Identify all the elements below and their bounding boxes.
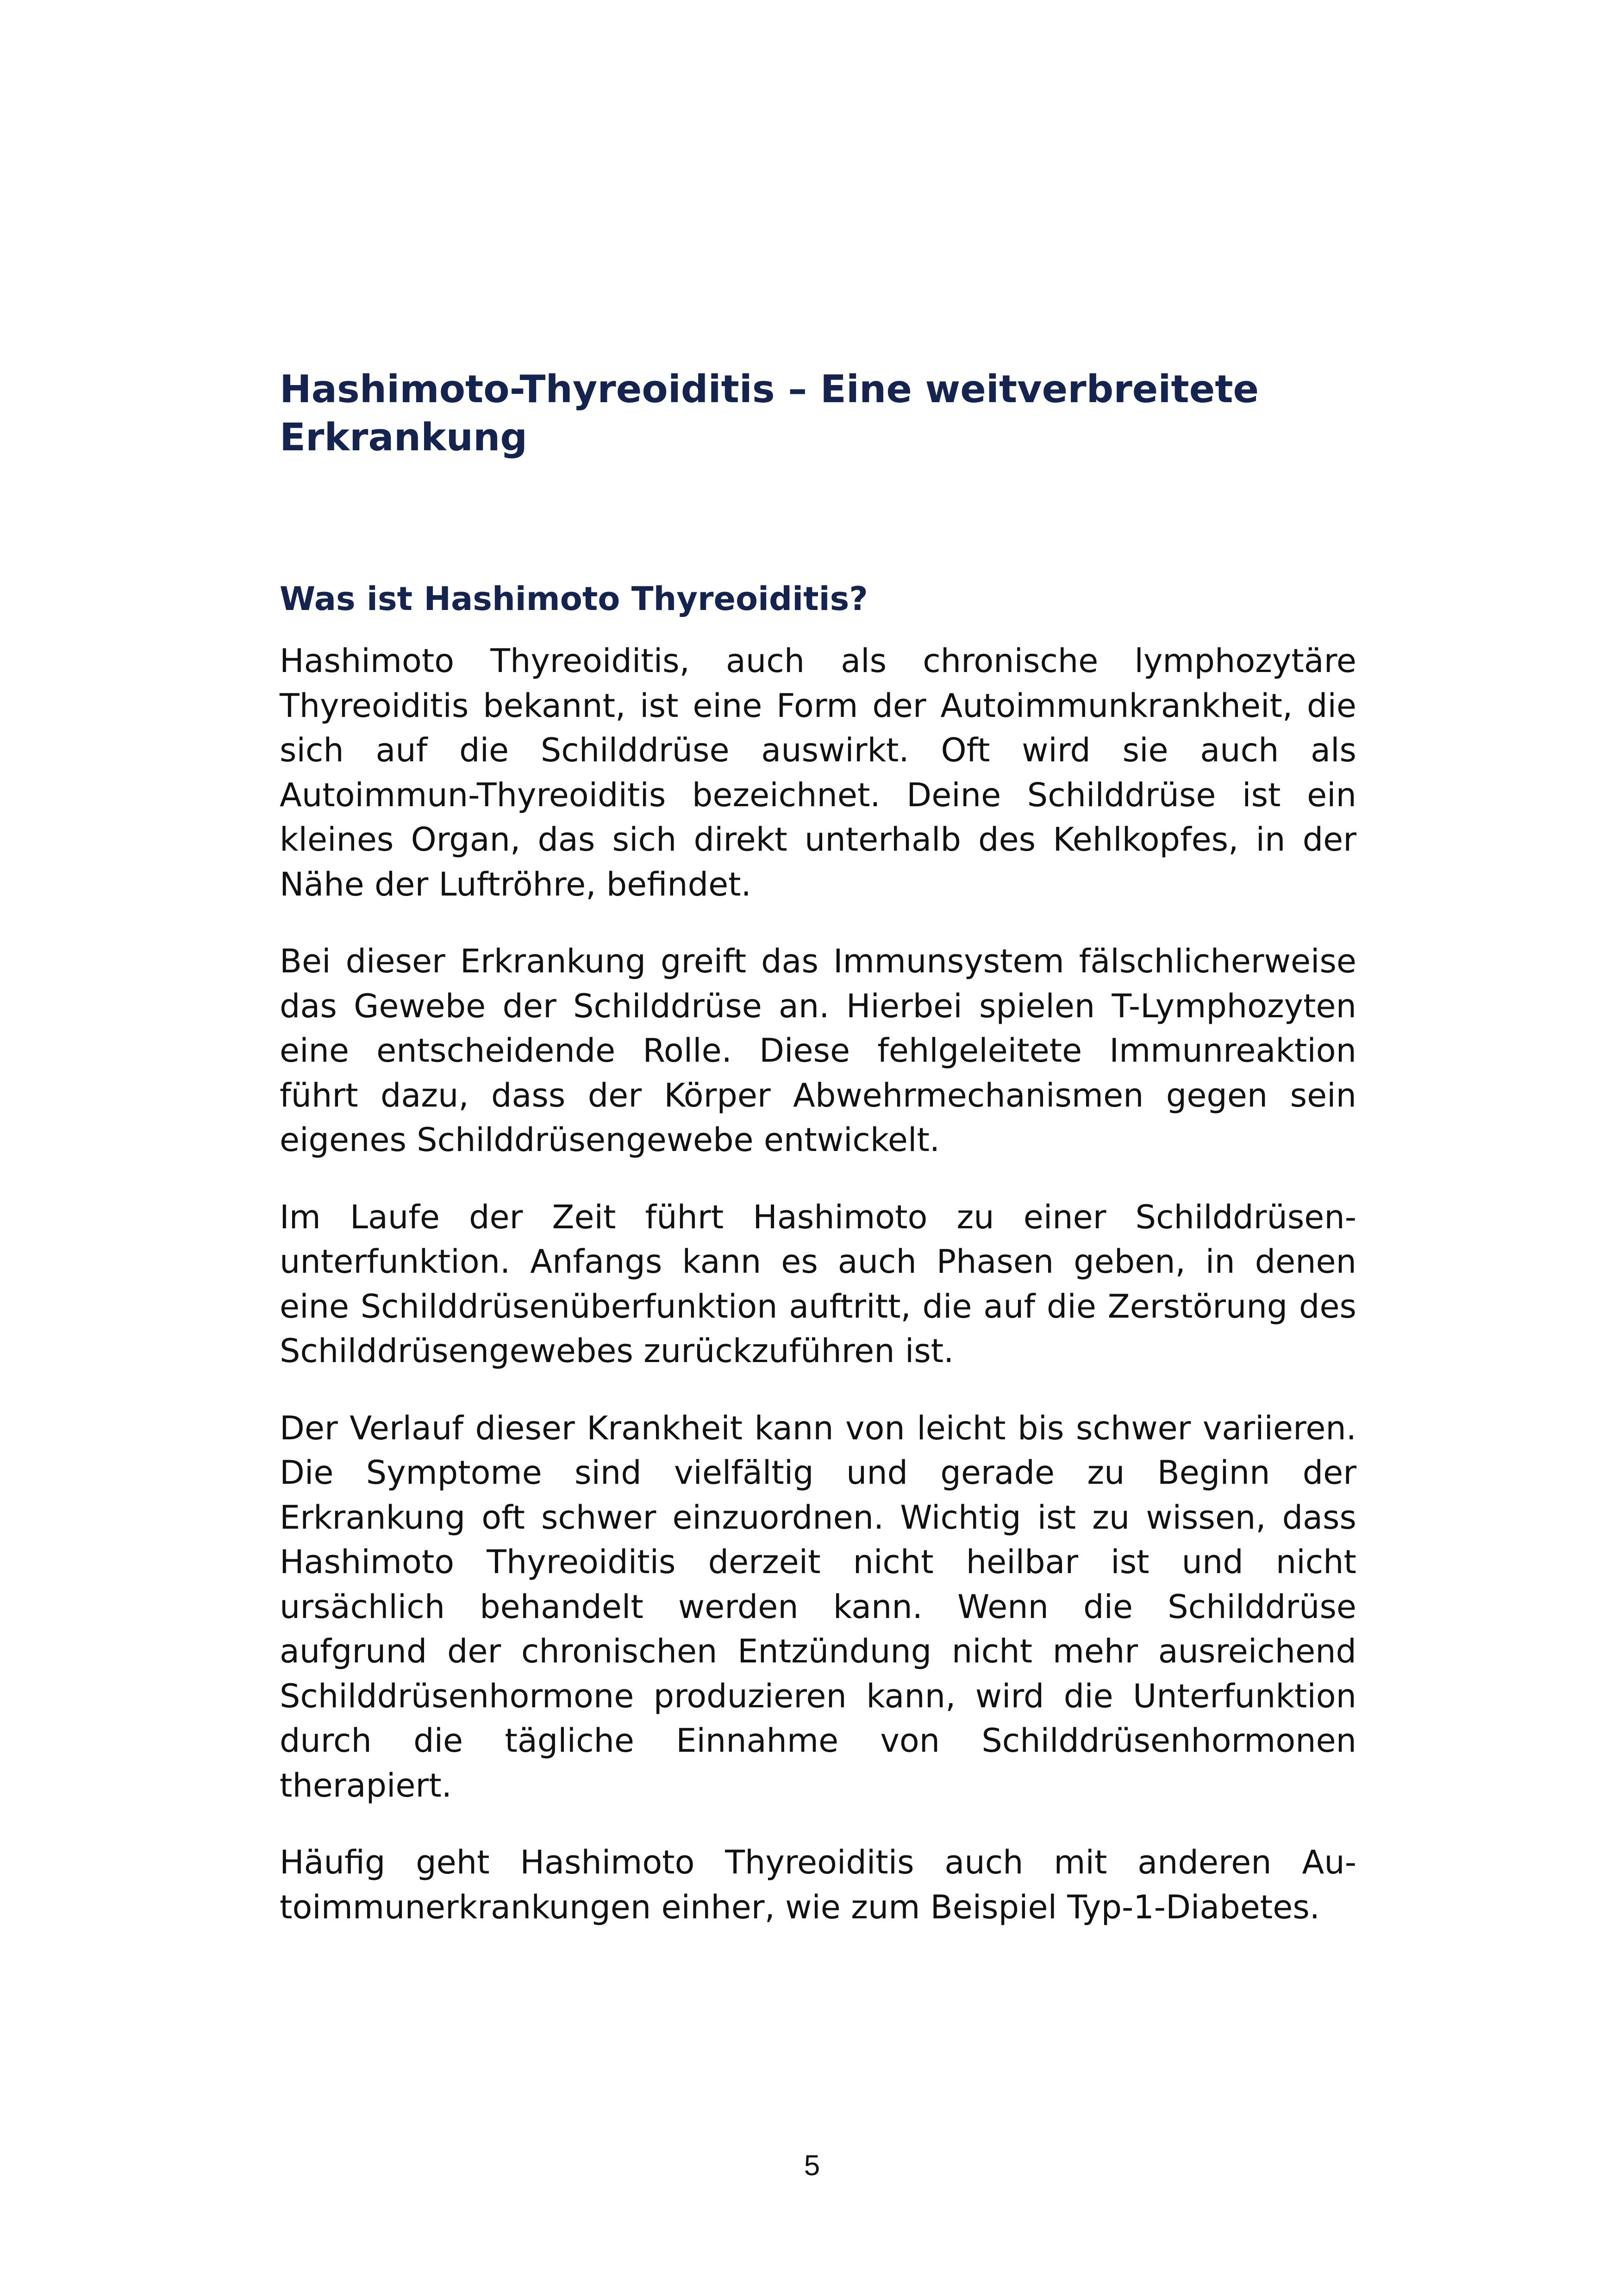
paragraph-disease-course: Der Verlauf dieser Krankheit kann von leicht bis schwer variieren. Die Symptome sind vielfältig und gerade zu Beginn der Erkrankung oft schwer einzuordnen. Wichtig ist zu wissen, dass Hashimoto Thyreoiditis derzeit nicht heilbar ist und nicht ursächlich behandelt werden kann. Wenn die Schilddrüse aufgrund der chronischen Entzündung nicht mehr ausreichend Schilddrüsenhormone produzieren kann, wird die Unterfunktion durch die tägliche Einnahme von Schilddrüsenhormonen therapiert. — [280, 1409, 1356, 1804]
section-heading: Was ist Hashimoto Thyreoiditis? — [280, 580, 868, 618]
paragraph-hypothyroidism: Im Laufe der Zeit führt Hashimoto zu einer Schilddrüsenunterfunktion. Anfangs kann es auch Phasen geben, in denen eine Schilddrüsenüberfunktion auftritt, die auf die Zerstörung des Schilddrüsengewebes zurückzuführen ist. — [280, 1198, 1356, 1370]
page-number: 5 — [804, 2150, 820, 2182]
body-text — [280, 639, 1356, 1929]
paragraph-definition: Hashimoto Thyreoiditis, auch als chronische lymphozytäre Thyreoiditis bekannt, ist eine Form der Autoimmunkrankheit, die sich auf die Schilddrüse auswirkt. Oft wird sie auch als Autoimmun-Thyreoiditis bezeichnet. Deine Schilddrüse ist ein kleines Organ, das sich direkt unterhalb des Kehlkopfes, in der Nähe der Luftröhre, befindet. — [280, 642, 1356, 903]
paragraph-immune-response: Bei dieser Erkrankung greift das Immunsystem fälschlicherweise das Gewebe der Schilddrüse an. Hierbei spielen T-Lymphozyten eine entscheidende Rolle. Diese fehlgeleitete Immunreaktion führt dazu, dass der Körper Abwehrmechanismen gegen sein eigenes Schilddrüsengewebe entwickelt. — [280, 942, 1356, 1159]
page-title: Hashimoto-Thyreoiditis – Eine weitverbreitete Erkrankung — [280, 367, 1259, 460]
paragraph-comorbidities: Häufig geht Hashimoto Thyreoiditis auch mit anderen Autoimmunerkrankungen einher, wie zum Beispiel Typ-1-Diabetes. — [280, 1843, 1356, 1926]
page-content — [280, 366, 1356, 1962]
